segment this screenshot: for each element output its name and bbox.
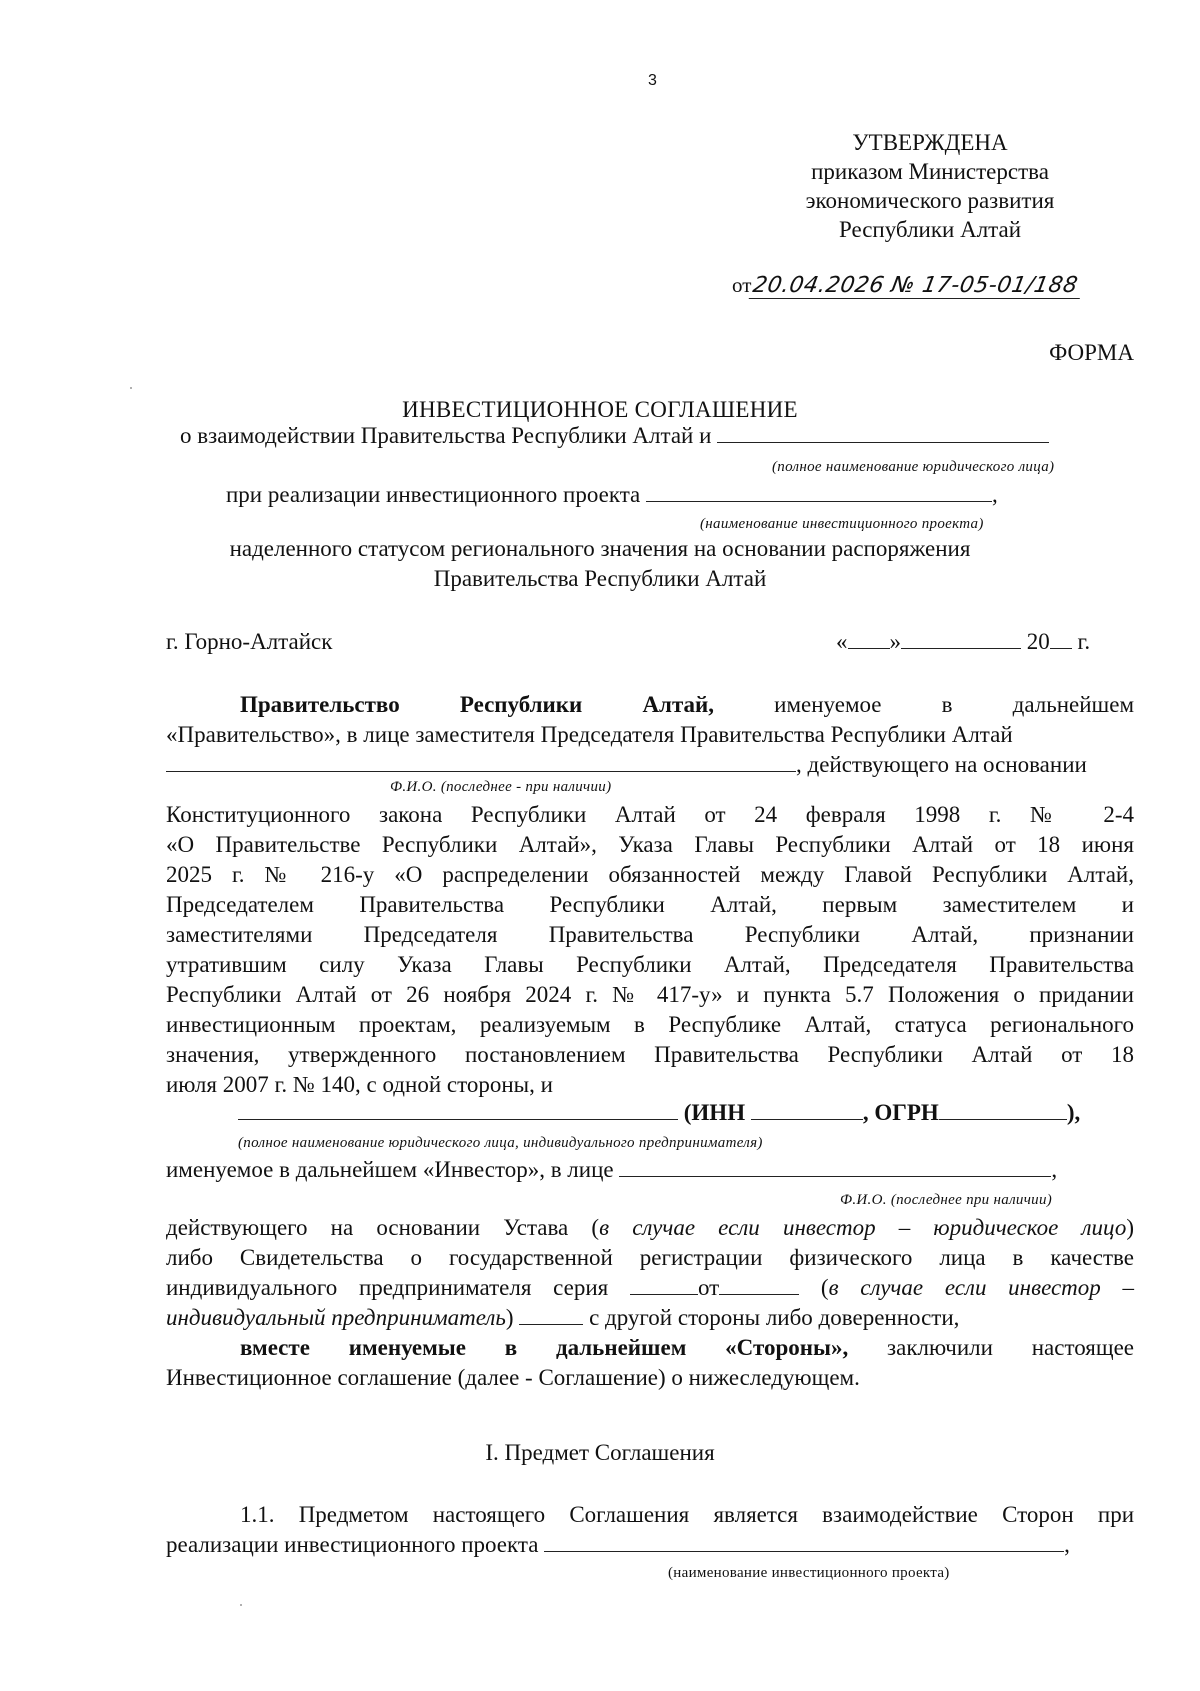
caption: (наименование инвестиционного проекта) [668,1565,950,1581]
investor-line: именуемое в дальнейшем «Инвестор», в лице , [166,1157,1058,1182]
place: г. Горно-Алтайск [166,629,333,654]
date-field: « » 20 г. [836,629,1091,654]
blank-field [630,1276,698,1295]
caption: (полное наименование юридического лица, индивидуального предпринимателя) [238,1135,763,1151]
blank-field [719,1276,799,1295]
caption: (наименование инвестиционного проекта) [700,516,984,532]
section1-paragraph: 1.1. Предметом настоящего Соглашения является взаимодействие Сторон при реализации инвестиционного проекта , [166,1502,1134,1557]
blank-field [939,1101,1067,1120]
caption: Ф.И.О. (последнее - при наличии) [390,779,612,795]
blank-field [751,1101,863,1120]
approval-line: экономического развития [805,188,1055,213]
investor-inn-ogrn: (ИНН , ОГРН ), [238,1100,1080,1126]
approval-date-number [732,272,1082,299]
approval-line: Республики Алтай [838,217,1022,242]
blank-field [238,1101,678,1120]
from-label: от [732,273,752,297]
blank-field [166,753,796,772]
approval-line: приказом Министерства [811,159,1049,184]
approval-title: УТВЕРЖДЕНА [852,130,1008,155]
blank-field [619,1158,1051,1177]
caption: Ф.И.О. (последнее при наличии) [840,1192,1053,1208]
scan-speck [130,387,132,389]
handwritten-signature: 20.04.2026 № 17-05-01/188 [749,273,1084,299]
subtitle-line: о взаимодействии Правительства Республики Алтай и [180,423,1049,449]
preamble-body: Конституционного закона Республики Алтай от 24 февраля 1998 г. № 2-4 «О Правительстве Республики Алтай», Указа Главы Республики Алтай от 18 июня 2025 г. № 216-у «О распределении обязанностей между Главой Республики Алтай, Председателем Правительства Республики Алтай, первым заместителем и заместителями Председателя Правительства Республики Алтай, признании утратившим силу Указа Главы Республики Алтай, Председателя Правительства Республики Алтай от 26 ноября 2024 г. № 417-у» и пункта 5.7 Положения о придании инвестиционным проектам, реализуемым в Республике Алтай, статуса регионального значения, утвержденного постановлением Правительства Республики Алтай от 18 июля 2007 г. № 140, с одной стороны, и [166,802,1134,1097]
page-number: 3 [648,72,657,89]
subtitle-line: при реализации инвестиционного проекта , [226,482,998,507]
document-title: ИНВЕСТИЦИОННОЕ СОГЛАШЕНИЕ [402,397,798,422]
blank-field [519,1306,583,1325]
approval-block [770,128,1090,244]
scan-speck [240,1604,242,1606]
preamble: Правительство Республики Алтай, именуемое в дальнейшем «Правительство», в лице заместителя Председателя Правительства Республики Алтай , действующего на основании [166,692,1135,777]
section-heading: I. Предмет Соглашения [485,1440,715,1465]
caption: (полное наименование юридического лица) [772,459,1055,475]
blank-field [717,424,1049,443]
subtitle-line: Правительства Республики Алтай [433,566,767,591]
subtitle-line: наделенного статусом регионального значения на основании распоряжения [229,536,971,561]
blank-field [544,1533,1064,1552]
form-label: ФОРМА [1049,340,1134,365]
investor-basis: действующего на основании Устава (в случае если инвестор – юридическое лицо) либо Свидетельства о государственной регистрации физического лица в качестве индивидуального предпринимателя серия от (в случае если инвестор – индивидуальный предприниматель) с другой стороны либо доверенности, вместе именуемые в дальнейшем «Стороны», заключили настоящее Инвестиционное соглашение (далее - Соглашение) о нижеследующем. [166,1215,1135,1390]
blank-field [646,483,992,502]
